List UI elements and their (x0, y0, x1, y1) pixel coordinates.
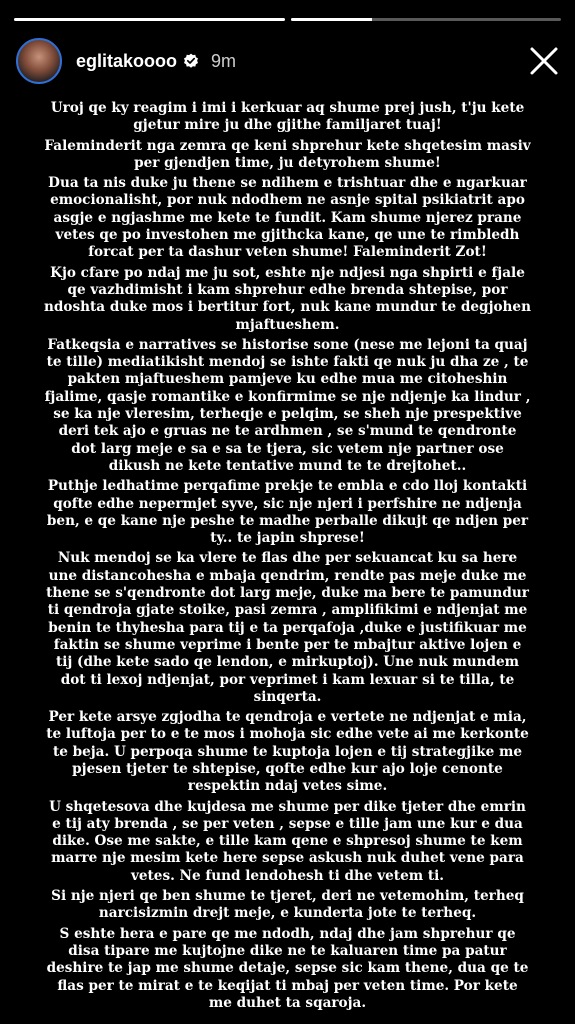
paragraph: Faleminderit nga zemra qe keni shprehur kete shqetesim masiv per gjendjen time, ju detyrohem shume! (44, 137, 531, 171)
verified-badge-icon (183, 53, 199, 69)
story-header (16, 38, 561, 84)
paragraph: Nuk mendoj se ka vlere te flas dhe per sekuancat ku sa here une distancohesha e mbaja qendrim, rendte pas meje duke me thene se s'qendronte dot larg meje, duke ma bere te pamundur ti qendroja gjate stoike, pasi zemra , amplifikimi e ndjenjat me benin te thyhesha para tij e ta perqafoja ,duke e justifikuar me faktin se shume veprime i bente per te mbajtur aktive lojen e tij (dhe kete sado qe lendon, e mirkuptoj). Une nuk mundem dot ti lexoj ndjenjat, por veprimet i kam lexuar si te tilla, te sinqerta. (46, 550, 529, 705)
avatar[interactable] (16, 38, 62, 84)
progress-fill-1 (14, 18, 285, 21)
username[interactable]: eglitakoooo (76, 50, 178, 71)
paragraph: Kjo cfare po ndaj me ju sot, eshte nje ndjesi nga shpirti e fjale qe vazhdimisht i kam shprehur edhe brenda shtepise, por ndoshta duke mos i bertitur fort, nuk kane mundur te degjohen mjaftueshem. (44, 264, 531, 333)
paragraph: Fatkeqsia e narratives se historise sone (nese me lejoni ta quaj te tille) mediatikisht mendoj se ishte fakti qe nuk ju dha ze , te pakten mjaftueshem pamjeve ku edhe mua me citoheshin fjalime, qasje romantike e konfirmime se nje ndjenje ka lindur , se ka nje vleresim, terheqje e pelqim, se sheh nje prespektive deri tek ajo e gruas ne te ardhmen , se s'mund te qendronte dot larg meje e sa e sa te tjera, sic vetem nje partner ose dikush ne kete tentative mund te te drejtohet.. (44, 336, 531, 474)
progress-fill-2 (291, 18, 372, 21)
story-progress-bar (14, 18, 561, 21)
paragraph: Puthje ledhatime perqafime prekje te embla e cdo lloj kontakti qofte edhe nepermjet syve, sic nje njeri i perfshire ne ndjenja ben, e qe kane nje peshe te madhe perballe dikujt qe ndjen per ty.. te japin shprese! (46, 478, 529, 547)
progress-segment-1 (14, 18, 285, 21)
paragraph: Per kete arsye zgjodha te qendroja e vertete ne ndjenjat e mia, te luftoja per to e te mos i mohoja sic edhe vete ai me kerkonte te beja. U perpoqa shume te kuptoja lojen e tij strategjike me pjesen tjeter te shtepise, qofte edhe kur ajo loje cenonte respektin ndaj vetes sime. (46, 709, 529, 795)
paragraph: Si nje njeri qe ben shume te tjeret, deri ne vetemohim, terheq narcisizmin drejt meje, e kunderta jote te terheq. (51, 888, 524, 922)
paragraph: S eshte hera e pare qe me ndodh, ndaj dhe jam shprehur qe disa tipare me kujtojne dike ne te kaluaren time pa patur deshire te jap me shume detaje, sepse sic kam thene, dua qe te flas per te mirat e te keqijat ti mbaj per veten time. Por kete me duhet ta sqaroja. (46, 925, 529, 1011)
paragraph: U shqetesova dhe kujdesa me shume per dike tjeter dhe emrin e tij aty brenda , se per veten , sepse e tille jam une kur e dua dike. Ose me sakte, e tille kam qene e shpresoj shume te kem marre nje mesim kete here sepse askush nuk duhet vene para vetes. Ne fund lendohesh ti dhe vetem ti. (49, 798, 526, 884)
story-text (44, 100, 531, 1015)
progress-segment-2 (291, 18, 562, 21)
post-time: 9m (211, 50, 237, 71)
paragraph: Dua ta nis duke ju thene se ndihem e trishtuar dhe e ngarkuar emocionalisht, por nuk ndodhem ne asnje spital psikiatrit apo asgje e ngjashme me kete te fundit. Kam shume njerez prane vetes qe po investohen me gjithcka kane, qe une te rimbledh forcat per ta dashur veten shume! Faleminderit Zot! (48, 175, 527, 261)
close-icon[interactable] (527, 44, 561, 78)
paragraph: Uroj qe ky reagim i imi i kerkuar aq shume prej jush, t'ju kete gjetur mire ju dhe gjithe familjaret tuaj! (50, 100, 525, 134)
